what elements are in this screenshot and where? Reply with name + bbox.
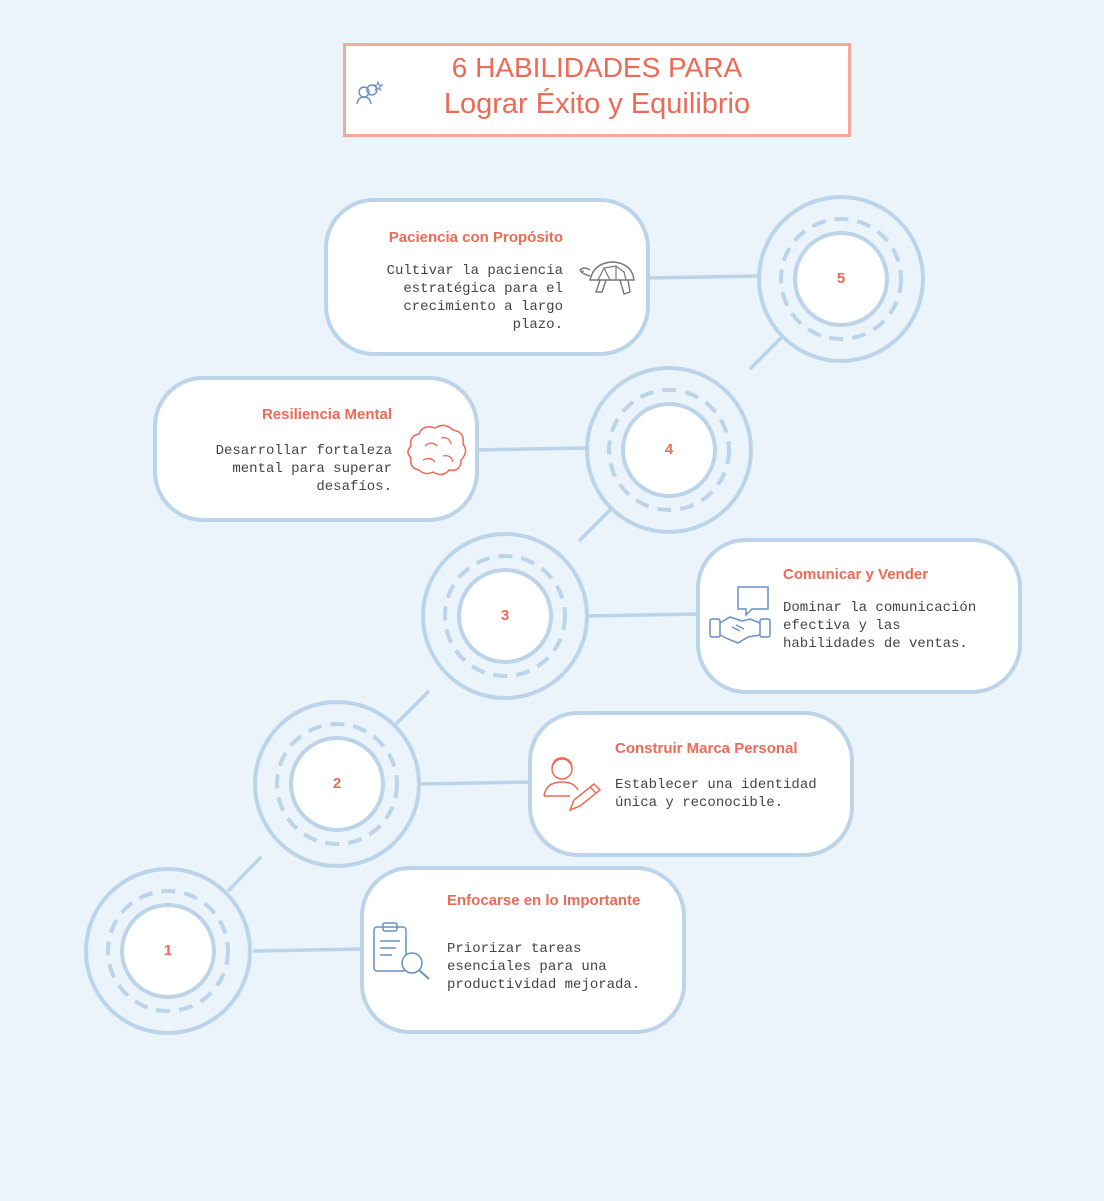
brain-icon [405,420,469,480]
page-subtitle: Lograr Éxito y Equilibrio [443,88,751,120]
step-number-3: 3 [500,607,510,624]
step-text-1: Priorizar tareas esenciales para una productividad mejorada. [447,941,641,993]
step-text-2: Establecer una identidad única y reconocible. [615,777,817,811]
step-title-1: Enfocarse en lo Importante [447,892,641,909]
link-1 [253,949,362,951]
step-number-4: 4 [664,441,674,458]
step-text-4: Desarrollar fortaleza mental para superar desafíos. [215,443,392,495]
connector-2-3 [397,692,428,723]
link-2 [420,782,530,784]
person-pencil-icon [540,752,604,814]
link-5 [648,276,758,278]
connector-4-5 [751,338,781,368]
link-4 [477,448,586,450]
page-title: 6 HABILIDADES PARA [451,52,743,83]
step-number-2: 2 [332,775,342,792]
step-text-5: Cultivar la paciencia estratégica para el crecimiento a largo plazo. [386,263,563,333]
turtle-icon [576,256,640,304]
step-number-5: 5 [836,270,846,287]
clipboard-search-icon [370,921,434,981]
step-title-3: Comunicar y Vender [783,566,929,583]
title-box [343,43,851,137]
step-number-1: 1 [163,942,173,959]
link-3 [588,614,698,616]
step-title-5: Paciencia con Propósito [388,229,563,246]
step-title-2: Construir Marca Personal [615,740,798,757]
connector-1-2 [229,858,260,890]
handshake-chat-icon [708,585,772,647]
connector-3-4 [580,510,610,540]
step-title-4: Resiliencia Mental [261,406,392,423]
step-text-3: Dominar la comunicación efectiva y las habilidades de ventas. [783,600,977,652]
